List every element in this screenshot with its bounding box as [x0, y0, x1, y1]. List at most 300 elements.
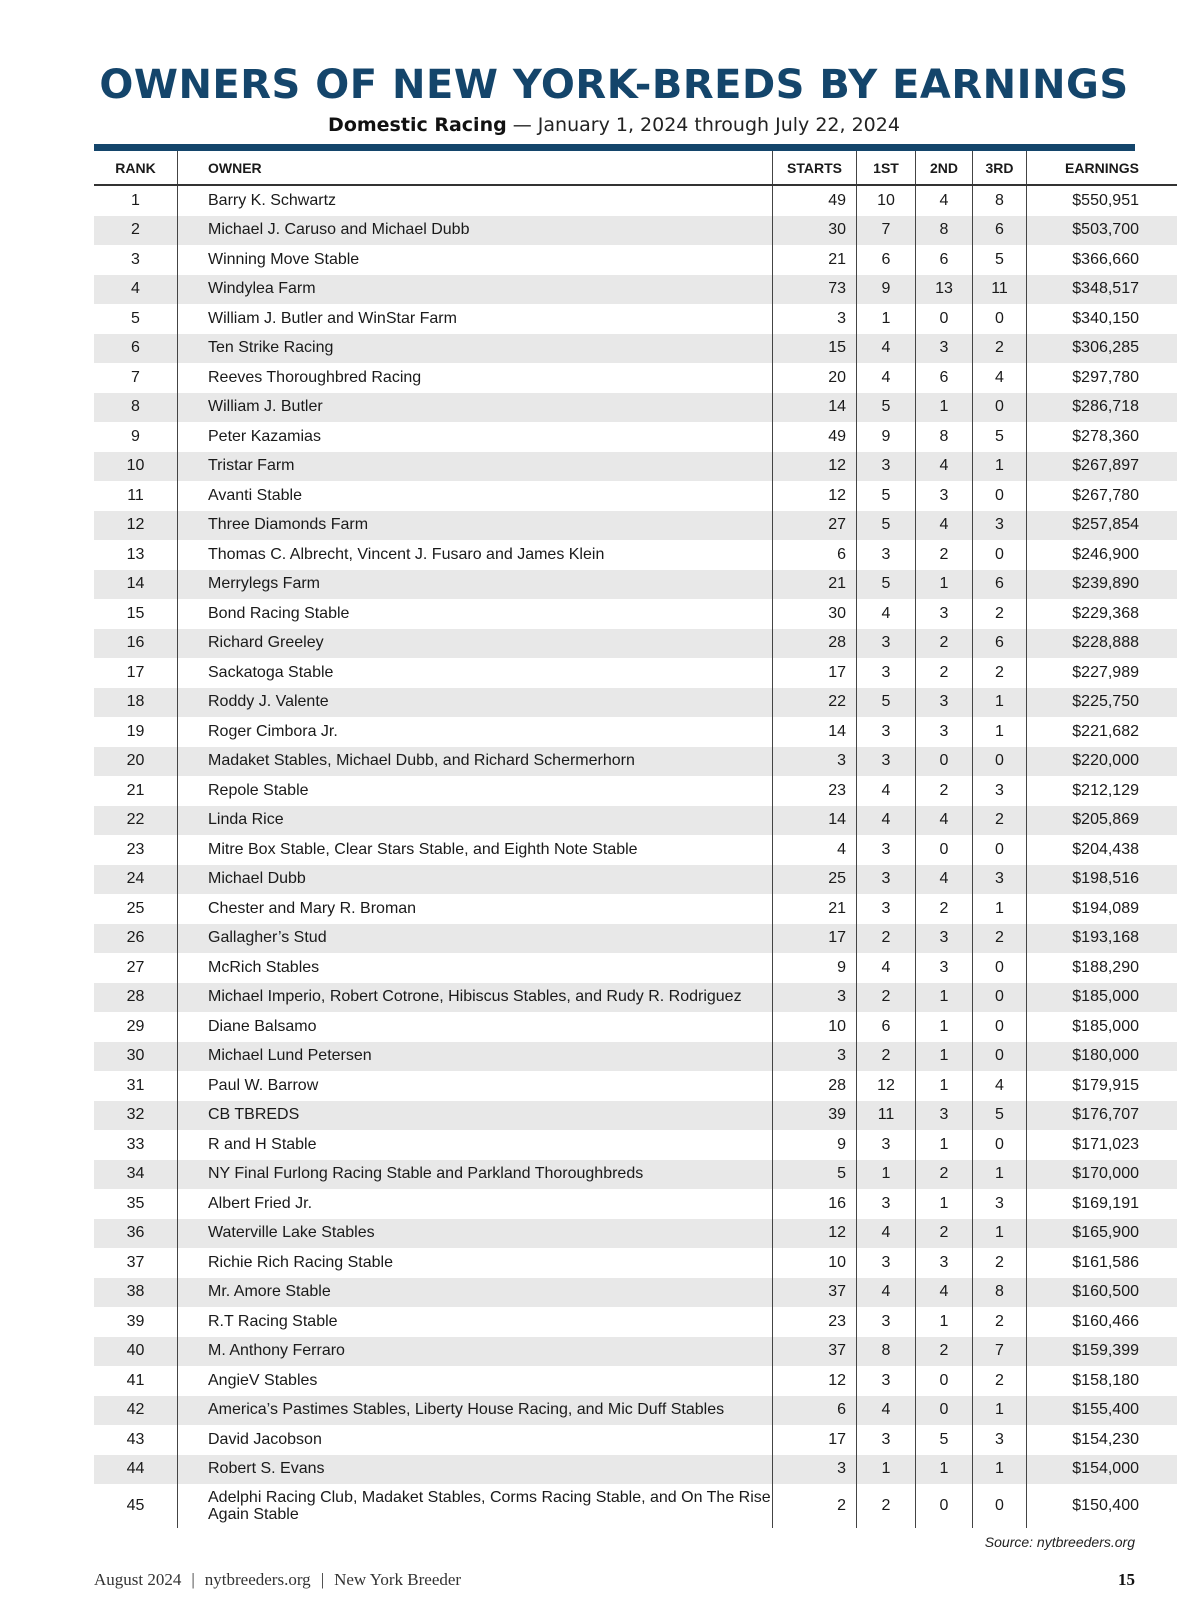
second-place-cell: 1 — [916, 1042, 973, 1072]
rank-cell: 11 — [127, 486, 144, 504]
rank-cell: 36 — [94, 1219, 178, 1249]
earnings-cell: $204,438 — [1027, 835, 1178, 865]
owner-cell: Mr. Amore Stable — [178, 1278, 773, 1308]
owner-cell: Diane Balsamo — [178, 1012, 773, 1042]
starts-cell: 20 — [773, 363, 857, 393]
rank-cell: 9 — [131, 427, 140, 445]
third-place-cell: 7 — [973, 1337, 1027, 1367]
first-place-cell: 8 — [857, 1337, 916, 1367]
first-place-cell: 9 — [857, 275, 916, 305]
starts-cell: 23 — [773, 776, 857, 806]
owner-cell: Albert Fried Jr. — [178, 1189, 773, 1219]
first-place-cell: 3 — [857, 1425, 916, 1455]
first-place-cell: 1 — [857, 1160, 916, 1190]
owner-cell: Robert S. Evans — [178, 1455, 773, 1485]
third-place-cell: 2 — [973, 924, 1027, 954]
first-place-cell: 3 — [857, 894, 916, 924]
table-row — [94, 1160, 1177, 1190]
owner-cell: Richie Rich Racing Stable — [178, 1248, 773, 1278]
second-place-cell: 2 — [916, 1337, 973, 1367]
third-place-cell: 3 — [973, 776, 1027, 806]
first-place-cell: 2 — [857, 1484, 916, 1528]
table-row — [94, 1396, 1177, 1426]
table-row — [94, 363, 1177, 393]
starts-cell: 12 — [773, 481, 857, 511]
owner-cell: R and H Stable — [178, 1130, 773, 1160]
third-place-cell: 1 — [973, 452, 1027, 482]
third-place-cell: 5 — [973, 1101, 1027, 1131]
first-place-cell: 4 — [857, 363, 916, 393]
second-place-cell: 1 — [916, 983, 973, 1013]
rank-cell: 1 — [131, 191, 140, 209]
first-place-cell: 2 — [857, 924, 916, 954]
earnings-cell: $228,888 — [1027, 629, 1178, 659]
earnings-cell: $180,000 — [1027, 1042, 1178, 1072]
third-place-cell: 1 — [973, 894, 1027, 924]
table-row — [94, 1366, 1177, 1396]
second-place-cell: 4 — [916, 1278, 973, 1308]
first-place-cell: 4 — [857, 1278, 916, 1308]
second-place-cell: 1 — [916, 1455, 973, 1485]
earnings-cell: $185,000 — [1027, 983, 1178, 1013]
earnings-cell: $257,854 — [1027, 511, 1178, 541]
rank-cell: 27 — [126, 958, 145, 976]
rank-cell: 39 — [126, 1312, 145, 1330]
first-place-cell: 3 — [857, 747, 916, 777]
starts-cell: 2 — [773, 1484, 857, 1528]
second-place-cell: 1 — [916, 393, 973, 423]
rank-cell: 10 — [94, 452, 178, 482]
first-place-cell: 4 — [857, 1219, 916, 1249]
earnings-cell: $171,023 — [1027, 1130, 1178, 1160]
owner-cell: Merrylegs Farm — [178, 570, 773, 600]
earnings-cell: $278,360 — [1027, 422, 1178, 452]
rank-cell: 40 — [94, 1337, 178, 1367]
starts-cell: 9 — [773, 1130, 857, 1160]
starts-cell: 3 — [773, 1455, 857, 1485]
owner-cell: Roger Cimbora Jr. — [178, 717, 773, 747]
earnings-cell: $503,700 — [1027, 216, 1178, 246]
header-second: 2ND — [916, 151, 973, 185]
first-place-cell: 3 — [857, 717, 916, 747]
table-row — [94, 865, 1177, 895]
third-place-cell: 0 — [973, 1042, 1027, 1072]
table-row — [94, 540, 1177, 570]
rank-cell: 37 — [126, 1253, 145, 1271]
earnings-cell: $158,180 — [1027, 1366, 1178, 1396]
starts-cell: 17 — [773, 1425, 857, 1455]
owner-cell: McRich Stables — [178, 953, 773, 983]
second-place-cell: 4 — [916, 185, 973, 216]
rank-cell: 7 — [131, 368, 140, 386]
second-place-cell: 2 — [916, 658, 973, 688]
earnings-cell: $227,989 — [1027, 658, 1178, 688]
third-place-cell: 8 — [973, 185, 1027, 216]
rank-cell: 44 — [94, 1455, 178, 1485]
rank-cell: 41 — [126, 1371, 145, 1389]
rank-cell: 29 — [126, 1017, 145, 1035]
footer-date: August 2024 — [94, 1570, 182, 1589]
second-place-cell: 4 — [916, 806, 973, 836]
table-row — [94, 245, 1177, 275]
earnings-cell: $165,900 — [1027, 1219, 1178, 1249]
rank-cell: 3 — [131, 250, 140, 268]
second-place-cell: 1 — [916, 1189, 973, 1219]
third-place-cell: 0 — [973, 747, 1027, 777]
first-place-cell: 10 — [857, 185, 916, 216]
owner-cell: Chester and Mary R. Broman — [178, 894, 773, 924]
second-place-cell: 3 — [916, 334, 973, 364]
second-place-cell: 3 — [916, 717, 973, 747]
earnings-cell: $221,682 — [1027, 717, 1178, 747]
rank-cell: 21 — [126, 781, 145, 799]
third-place-cell: 3 — [973, 511, 1027, 541]
third-place-cell: 0 — [973, 304, 1027, 334]
third-place-cell: 2 — [973, 806, 1027, 836]
starts-cell: 12 — [773, 1219, 857, 1249]
third-place-cell: 0 — [973, 835, 1027, 865]
table-row — [94, 1071, 1177, 1101]
earnings-cell: $267,780 — [1027, 481, 1178, 511]
rank-cell: 16 — [94, 629, 178, 659]
earnings-cell: $193,168 — [1027, 924, 1178, 954]
second-place-cell: 3 — [916, 481, 973, 511]
owner-cell: William J. Butler and WinStar Farm — [178, 304, 773, 334]
starts-cell: 14 — [773, 806, 857, 836]
first-place-cell: 7 — [857, 216, 916, 246]
second-place-cell: 0 — [916, 1366, 973, 1396]
owner-cell: Barry K. Schwartz — [178, 185, 773, 216]
second-place-cell: 3 — [916, 1101, 973, 1131]
first-place-cell: 5 — [857, 511, 916, 541]
owner-cell: Ten Strike Racing — [178, 334, 773, 364]
second-place-cell: 0 — [916, 1484, 973, 1528]
earnings-cell: $212,129 — [1027, 776, 1178, 806]
subtitle — [0, 114, 1200, 136]
table-row — [94, 1484, 1177, 1528]
first-place-cell: 3 — [857, 629, 916, 659]
earnings-cell: $176,707 — [1027, 1101, 1178, 1131]
rank-cell: 28 — [94, 983, 178, 1013]
second-place-cell: 1 — [916, 1071, 973, 1101]
owner-cell: Thomas C. Albrecht, Vincent J. Fusaro and James Klein — [178, 540, 773, 570]
starts-cell: 22 — [773, 688, 857, 718]
header-third: 3RD — [973, 151, 1027, 185]
owner-cell: CB TBREDS — [178, 1101, 773, 1131]
first-place-cell: 2 — [857, 983, 916, 1013]
third-place-cell: 6 — [973, 629, 1027, 659]
starts-cell: 5 — [773, 1160, 857, 1190]
page-footer — [94, 1570, 1135, 1590]
first-place-cell: 1 — [857, 1455, 916, 1485]
starts-cell: 10 — [773, 1248, 857, 1278]
third-place-cell: 2 — [973, 658, 1027, 688]
footer-publication: New York Breeder — [334, 1570, 462, 1589]
third-place-cell: 6 — [973, 216, 1027, 246]
second-place-cell: 2 — [916, 776, 973, 806]
table-row — [94, 216, 1177, 246]
rank-cell: 6 — [94, 334, 178, 364]
starts-cell: 3 — [773, 983, 857, 1013]
second-place-cell: 0 — [916, 747, 973, 777]
header-first: 1ST — [857, 151, 916, 185]
third-place-cell: 1 — [973, 1160, 1027, 1190]
owner-cell: Richard Greeley — [178, 629, 773, 659]
first-place-cell: 4 — [857, 599, 916, 629]
table-row — [94, 688, 1177, 718]
first-place-cell: 4 — [857, 776, 916, 806]
owner-cell: Adelphi Racing Club, Madaket Stables, Corms Racing Stable, and On The Rise Again Stable — [178, 1484, 773, 1528]
first-place-cell: 3 — [857, 1366, 916, 1396]
rank-cell: 8 — [94, 393, 178, 423]
third-place-cell: 0 — [973, 540, 1027, 570]
table-row — [94, 1130, 1177, 1160]
earnings-cell: $185,000 — [1027, 1012, 1178, 1042]
table-row — [94, 1248, 1177, 1278]
starts-cell: 6 — [773, 540, 857, 570]
table-row — [94, 806, 1177, 836]
first-place-cell: 4 — [857, 953, 916, 983]
second-place-cell: 3 — [916, 924, 973, 954]
table-row — [94, 599, 1177, 629]
earnings-cell: $205,869 — [1027, 806, 1178, 836]
rank-cell: 42 — [94, 1396, 178, 1426]
earnings-cell: $340,150 — [1027, 304, 1178, 334]
rank-cell: 43 — [126, 1430, 145, 1448]
second-place-cell: 1 — [916, 1307, 973, 1337]
second-place-cell: 1 — [916, 570, 973, 600]
rank-cell: 30 — [94, 1042, 178, 1072]
starts-cell: 17 — [773, 658, 857, 688]
table-row — [94, 334, 1177, 364]
starts-cell: 12 — [773, 452, 857, 482]
earnings-cell: $229,368 — [1027, 599, 1178, 629]
owner-cell: R.T Racing Stable — [178, 1307, 773, 1337]
table-row — [94, 1455, 1177, 1485]
table-row — [94, 924, 1177, 954]
second-place-cell: 3 — [916, 688, 973, 718]
rank-cell: 20 — [94, 747, 178, 777]
starts-cell: 25 — [773, 865, 857, 895]
starts-cell: 30 — [773, 599, 857, 629]
second-place-cell: 1 — [916, 1012, 973, 1042]
third-place-cell: 3 — [973, 1189, 1027, 1219]
table-row — [94, 983, 1177, 1013]
table-row — [94, 835, 1177, 865]
rank-cell: 35 — [126, 1194, 145, 1212]
owner-cell: Gallagher’s Stud — [178, 924, 773, 954]
table-row — [94, 747, 1177, 777]
starts-cell: 37 — [773, 1278, 857, 1308]
owner-cell: Michael Imperio, Robert Cotrone, Hibiscus Stables, and Rudy R. Rodriguez — [178, 983, 773, 1013]
second-place-cell: 3 — [916, 1248, 973, 1278]
table-header-row — [94, 151, 1177, 185]
first-place-cell: 4 — [857, 1396, 916, 1426]
earnings-cell: $188,290 — [1027, 953, 1178, 983]
third-place-cell: 2 — [973, 334, 1027, 364]
owner-cell: Winning Move Stable — [178, 245, 773, 275]
starts-cell: 21 — [773, 245, 857, 275]
earnings-cell: $194,089 — [1027, 894, 1178, 924]
third-place-cell: 1 — [973, 688, 1027, 718]
earnings-cell: $550,951 — [1027, 185, 1178, 216]
rank-cell: 2 — [94, 216, 178, 246]
first-place-cell: 5 — [857, 570, 916, 600]
owner-cell: William J. Butler — [178, 393, 773, 423]
table-row — [94, 658, 1177, 688]
third-place-cell: 3 — [973, 1425, 1027, 1455]
third-place-cell: 1 — [973, 1455, 1027, 1485]
owner-cell: AngieV Stables — [178, 1366, 773, 1396]
table-row — [94, 452, 1177, 482]
page-number: 15 — [1118, 1570, 1135, 1589]
first-place-cell: 4 — [857, 806, 916, 836]
second-place-cell: 2 — [916, 1219, 973, 1249]
first-place-cell: 3 — [857, 1130, 916, 1160]
owner-cell: Peter Kazamias — [178, 422, 773, 452]
table-row — [94, 894, 1177, 924]
starts-cell: 23 — [773, 1307, 857, 1337]
earnings-cell: $306,285 — [1027, 334, 1178, 364]
earnings-cell: $198,516 — [1027, 865, 1178, 895]
table-row — [94, 481, 1177, 511]
earnings-cell: $297,780 — [1027, 363, 1178, 393]
header-earnings: EARNINGS — [1027, 151, 1178, 185]
table-row — [94, 1189, 1177, 1219]
owner-cell: NY Final Furlong Racing Stable and Parkland Thoroughbreds — [178, 1160, 773, 1190]
starts-cell: 3 — [773, 747, 857, 777]
first-place-cell: 1 — [857, 304, 916, 334]
starts-cell: 37 — [773, 1337, 857, 1367]
owner-cell: Windylea Farm — [178, 275, 773, 305]
second-place-cell: 5 — [916, 1425, 973, 1455]
starts-cell: 17 — [773, 924, 857, 954]
table-row — [94, 629, 1177, 659]
first-place-cell: 5 — [857, 393, 916, 423]
header-rank: RANK — [94, 151, 178, 185]
second-place-cell: 8 — [916, 422, 973, 452]
first-place-cell: 5 — [857, 688, 916, 718]
starts-cell: 12 — [773, 1366, 857, 1396]
starts-cell: 39 — [773, 1101, 857, 1131]
third-place-cell: 0 — [973, 393, 1027, 423]
table-row — [94, 275, 1177, 305]
starts-cell: 21 — [773, 894, 857, 924]
owner-cell: Avanti Stable — [178, 481, 773, 511]
first-place-cell: 9 — [857, 422, 916, 452]
rank-cell: 4 — [94, 275, 178, 305]
first-place-cell: 3 — [857, 1307, 916, 1337]
third-place-cell: 5 — [973, 422, 1027, 452]
owner-cell: Madaket Stables, Michael Dubb, and Richard Schermerhorn — [178, 747, 773, 777]
title-rule — [94, 144, 1135, 151]
earnings-cell: $160,466 — [1027, 1307, 1178, 1337]
table-row — [94, 1278, 1177, 1308]
rank-cell: 33 — [126, 1135, 145, 1153]
subtitle-date-range: — January 1, 2024 through July 22, 2024 — [506, 114, 900, 136]
rank-cell: 45 — [126, 1497, 145, 1514]
rank-cell: 26 — [94, 924, 178, 954]
starts-cell: 14 — [773, 393, 857, 423]
starts-cell: 73 — [773, 275, 857, 305]
first-place-cell: 12 — [857, 1071, 916, 1101]
starts-cell: 16 — [773, 1189, 857, 1219]
rank-cell: 31 — [126, 1076, 145, 1094]
third-place-cell: 0 — [973, 953, 1027, 983]
rank-cell: 12 — [94, 511, 178, 541]
second-place-cell: 8 — [916, 216, 973, 246]
owner-cell: Three Diamonds Farm — [178, 511, 773, 541]
starts-cell: 27 — [773, 511, 857, 541]
table-row — [94, 570, 1177, 600]
table-body — [94, 185, 1177, 1528]
rank-cell: 15 — [126, 604, 145, 622]
second-place-cell: 2 — [916, 1160, 973, 1190]
page-title: OWNERS OF NEW YORK-BREDS BY EARNINGS — [99, 62, 1129, 108]
rank-cell: 18 — [94, 688, 178, 718]
first-place-cell: 6 — [857, 245, 916, 275]
third-place-cell: 4 — [973, 363, 1027, 393]
third-place-cell: 0 — [973, 481, 1027, 511]
first-place-cell: 3 — [857, 540, 916, 570]
second-place-cell: 3 — [916, 599, 973, 629]
earnings-cell: $154,230 — [1027, 1425, 1178, 1455]
earnings-cell: $225,750 — [1027, 688, 1178, 718]
third-place-cell: 1 — [973, 1219, 1027, 1249]
subtitle-bold: Domestic Racing — [328, 114, 507, 136]
table-row — [94, 717, 1177, 747]
starts-cell: 49 — [773, 422, 857, 452]
third-place-cell: 2 — [973, 1248, 1027, 1278]
footer-separator: | — [320, 1570, 325, 1589]
first-place-cell: 6 — [857, 1012, 916, 1042]
earnings-cell: $170,000 — [1027, 1160, 1178, 1190]
starts-cell: 15 — [773, 334, 857, 364]
third-place-cell: 6 — [973, 570, 1027, 600]
rank-cell: 23 — [126, 840, 145, 858]
third-place-cell: 2 — [973, 1366, 1027, 1396]
earnings-cell: $159,399 — [1027, 1337, 1178, 1367]
second-place-cell: 13 — [916, 275, 973, 305]
first-place-cell: 5 — [857, 481, 916, 511]
third-place-cell: 0 — [973, 983, 1027, 1013]
second-place-cell: 6 — [916, 363, 973, 393]
third-place-cell: 11 — [973, 275, 1027, 305]
first-place-cell: 3 — [857, 658, 916, 688]
second-place-cell: 0 — [916, 835, 973, 865]
rank-cell: 13 — [126, 545, 145, 563]
table-row — [94, 1307, 1177, 1337]
rank-cell: 34 — [94, 1160, 178, 1190]
second-place-cell: 1 — [916, 1130, 973, 1160]
starts-cell: 28 — [773, 629, 857, 659]
earnings-cell: $286,718 — [1027, 393, 1178, 423]
table-row — [94, 1101, 1177, 1131]
owner-cell: Tristar Farm — [178, 452, 773, 482]
third-place-cell: 5 — [973, 245, 1027, 275]
third-place-cell: 2 — [973, 599, 1027, 629]
starts-cell: 6 — [773, 1396, 857, 1426]
second-place-cell: 4 — [916, 511, 973, 541]
owner-cell: America’s Pastimes Stables, Liberty House Racing, and Mic Duff Stables — [178, 1396, 773, 1426]
earnings-cell: $246,900 — [1027, 540, 1178, 570]
table-row — [94, 185, 1177, 216]
owner-cell: Roddy J. Valente — [178, 688, 773, 718]
table-row — [94, 1042, 1177, 1072]
third-place-cell: 1 — [973, 1396, 1027, 1426]
table-row — [94, 393, 1177, 423]
third-place-cell: 1 — [973, 717, 1027, 747]
